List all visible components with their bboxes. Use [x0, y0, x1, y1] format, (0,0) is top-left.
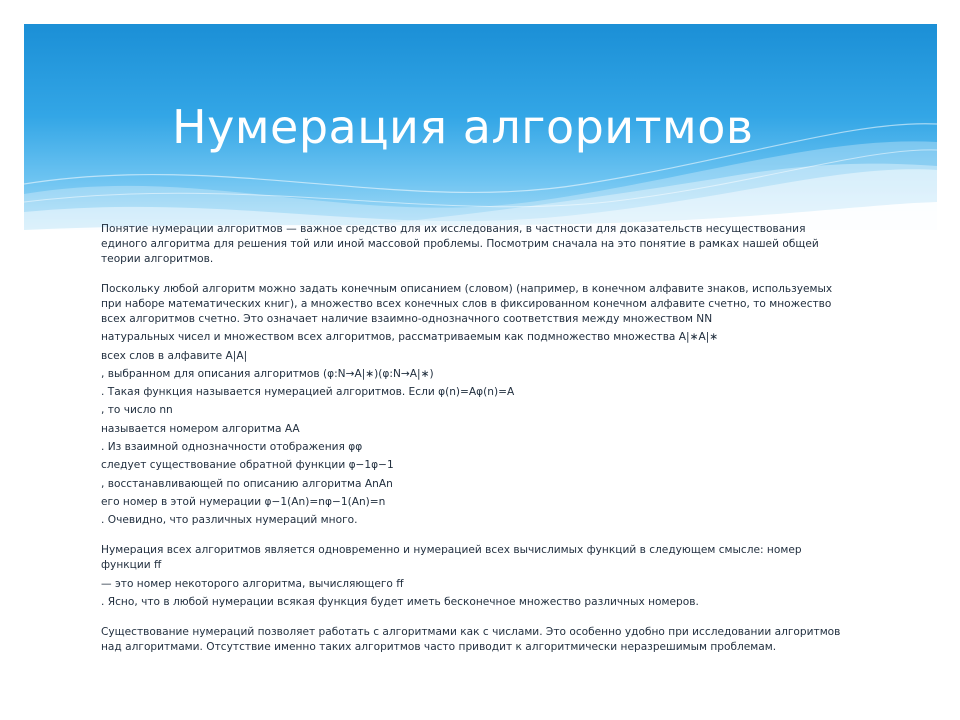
text-line: Существование нумераций позволяет работать с алгоритмами как с числами. Это особенно удобно при исследовании алгоритмов	[101, 625, 841, 638]
text-line: , то число nn	[101, 404, 173, 417]
text-line: всех слов в алфавите A|A|	[101, 349, 248, 362]
text-line: Поскольку любой алгоритм можно задать конечным описанием (словом) (например, в конечном алфавите знаков, используемых	[101, 283, 833, 295]
text-line: — это номер некоторого алгоритма, вычисляющего ff	[101, 577, 404, 590]
title-banner	[24, 24, 937, 230]
text-line: называется номером алгоритма AA	[101, 422, 300, 435]
slide-body	[101, 222, 861, 655]
paragraph-gap	[101, 267, 861, 282]
text-line: натуральных чисел и множеством всех алгоритмов, рассматриваемым как подмножество множества A|∗A|∗	[101, 331, 719, 344]
text-line: Нумерация всех алгоритмов является одновременно и нумерацией всех вычислимых функций в следующем смысле: номер	[101, 544, 802, 557]
slide-title: Нумерация алгоритмов	[172, 100, 754, 154]
text-line: , выбранном для описания алгоритмов (φ:N→A|∗)(φ:N→A|∗)	[101, 367, 434, 380]
text-line: функции ff	[101, 559, 162, 572]
text-line: . Ясно, что в любой нумерации всякая функция будет иметь бесконечное множество различных номеров.	[101, 595, 699, 608]
paragraph-1	[101, 222, 861, 267]
text-line: . Из взаимной однозначности отображения φφ	[101, 441, 363, 454]
paragraph-2	[101, 282, 861, 528]
text-line: над алгоритмами. Отсутствие именно таких алгоритмов часто приводит к алгоритмически неразрешимым проблемам.	[101, 640, 777, 653]
text-line: всех алгоритмов счетно. Это означает наличие взаимно-однозначного соответствия между множеством NN	[101, 313, 713, 325]
text-line: его номер в этой нумерации φ−1(An)=nφ−1(An)=n	[101, 495, 386, 508]
text-line: . Такая функция называется нумерацией алгоритмов. Если φ(n)=Aφ(n)=A	[101, 386, 515, 399]
text-line: следует существование обратной функции φ−1φ−1	[101, 459, 394, 472]
text-line: Понятие нумерации алгоритмов — важное средство для их исследования, в частности для доказательств несуществования	[101, 223, 806, 235]
text-line: , восстанавливающей по описанию алгоритма AnAn	[101, 477, 393, 490]
text-line: при наборе математических книг), а множество всех конечных слов в фиксированном конечном алфавите счетно, то множество	[101, 298, 832, 310]
paragraph-3	[101, 543, 861, 610]
paragraph-gap	[101, 528, 861, 543]
paragraph-4	[101, 625, 861, 655]
text-line: единого алгоритма для решения той или иной массовой проблемы. Посмотрим сначала на это понятие в рамках нашей общей	[101, 238, 819, 250]
paragraph-gap	[101, 610, 861, 625]
text-line: . Очевидно, что различных нумераций много.	[101, 514, 358, 527]
text-line: теории алгоритмов.	[101, 253, 214, 265]
